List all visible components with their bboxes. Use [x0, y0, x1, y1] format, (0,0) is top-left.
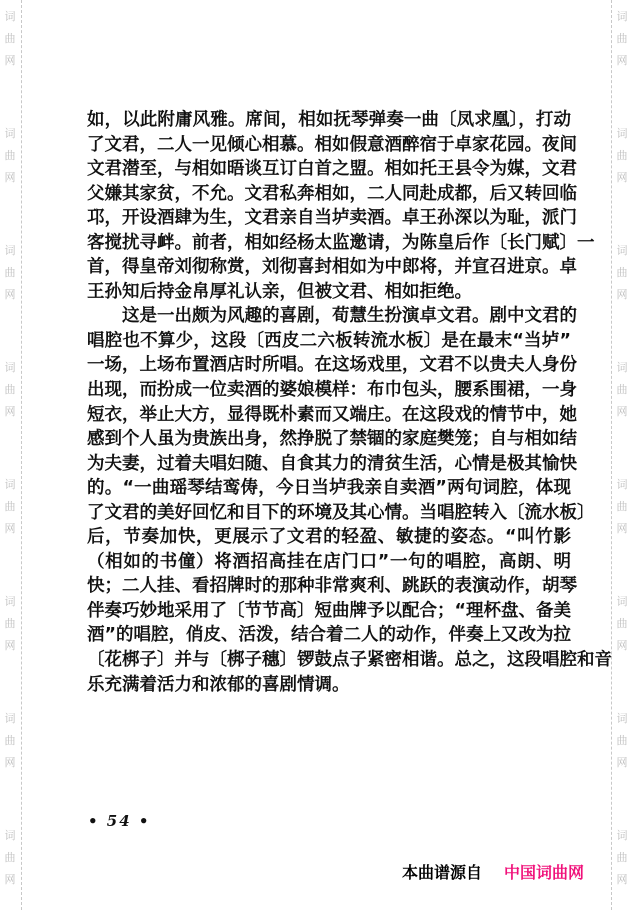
- text-line: 感到个人虽为贵族出身，然挣脱了禁锢的家庭樊笼；自与相如结: [87, 429, 577, 450]
- watermark-char: 曲: [616, 500, 628, 513]
- text-line: 首，得皇帝刘彻称赏，刘彻喜封相如为中郎将，并宣召进京。卓: [87, 257, 577, 278]
- watermark-char: 网: [4, 756, 16, 769]
- watermark-char: 曲: [616, 734, 628, 747]
- watermark-column-right: [614, 0, 630, 910]
- watermark-char: 网: [616, 288, 628, 301]
- text-line: 〔花梆子〕并与〔梆子穗〕锣鼓点子紧密相谐。总之，这段唱腔和音: [87, 650, 612, 671]
- watermark-char: 网: [4, 873, 16, 886]
- watermark-char: 词: [616, 712, 628, 725]
- text-line: 快；二人挂、看招牌时的那种非常爽利、跳跃的表演动作，胡琴: [87, 576, 577, 597]
- text-line: 王孙知后持金帛厚礼认亲，但被文君、相如拒绝。: [87, 281, 472, 302]
- watermark-char: 词: [4, 127, 16, 140]
- watermark-char: 曲: [616, 851, 628, 864]
- text-line: 伴奏巧妙地采用了〔节节高〕短曲牌予以配合；“理杯盘、备美: [87, 600, 571, 621]
- text-line: 如，以此附庸风雅。席间，相如抚琴弹奏一曲〔凤求凰〕，打动: [87, 110, 571, 130]
- watermark-char: 词: [616, 127, 628, 140]
- source-footer: [402, 860, 584, 883]
- text-line: 了文君，二人一见倾心相慕。相如假意酒醉宿于卓家花园。夜间: [87, 134, 577, 155]
- text-line: 文君潜至，与相如晤谈互订白首之盟。相如托王县令为媒，文君: [87, 159, 577, 180]
- text-line: 这是一出颇为风趣的喜剧，荀慧生扮演卓文君。剧中文君的: [122, 306, 577, 327]
- watermark-divider-right: [611, 0, 612, 910]
- watermark-char: 网: [616, 171, 628, 184]
- watermark-char: 网: [616, 639, 628, 652]
- watermark-char: 网: [4, 639, 16, 652]
- watermark-char: 词: [616, 595, 628, 608]
- watermark-char: 网: [616, 756, 628, 769]
- text-line: 了文君的美好回忆和目下的环境及其心情。当唱腔转入〔流水板〕: [87, 502, 595, 523]
- watermark-char: 曲: [616, 617, 628, 630]
- watermark-column-left: [2, 0, 18, 910]
- watermark-char: 曲: [4, 500, 16, 513]
- watermark-char: 曲: [4, 149, 16, 162]
- watermark-char: 词: [4, 712, 16, 725]
- text-line: 邛，开设酒肆为生，文君亲自当垆卖酒。卓王孙深以为耻，派门: [87, 208, 577, 229]
- watermark-char: 网: [616, 54, 628, 67]
- text-line: 为夫妻，过着夫唱妇随、自食其力的清贫生活，心情是极其愉快: [87, 453, 577, 474]
- text-line: 乐充满着活力和浓郁的喜剧情调。: [87, 674, 350, 695]
- source-label: 本曲谱源自: [402, 863, 483, 882]
- watermark-char: 词: [4, 361, 16, 374]
- watermark-char: 网: [4, 522, 16, 535]
- watermark-char: 网: [4, 54, 16, 67]
- article-body: [87, 108, 612, 697]
- text-line: 一场，上场布置酒店时所唱。在这场戏里，文君不以贵夫人身份: [87, 355, 577, 376]
- text-line: 酒”的唱腔，俏皮、活泼，结合着二人的动作，伴奏上又改为拉: [87, 625, 571, 646]
- page-number: • 54 •: [88, 812, 151, 830]
- watermark-char: 词: [616, 478, 628, 491]
- watermark-char: 词: [616, 10, 628, 23]
- watermark-char: 曲: [616, 383, 628, 396]
- watermark-char: 网: [4, 288, 16, 301]
- watermark-char: 网: [4, 171, 16, 184]
- text-line: （相如的书僮）将酒招高挂在店门口”一句的唱腔，高朗、明: [87, 551, 571, 572]
- watermark-char: 词: [4, 595, 16, 608]
- watermark-char: 曲: [4, 266, 16, 279]
- watermark-char: 词: [616, 829, 628, 842]
- watermark-char: 网: [616, 522, 628, 535]
- watermark-char: 曲: [616, 32, 628, 45]
- text-line: 客搅扰寻衅。前者，相如经杨太监邀请，为陈皇后作〔长门赋〕一: [87, 232, 595, 253]
- text-line: 后，节奏加快，更展示了文君的轻盈、敏捷的姿态。“叫竹影: [87, 527, 571, 548]
- watermark-char: 曲: [4, 617, 16, 630]
- watermark-char: 词: [4, 829, 16, 842]
- watermark-char: 曲: [4, 851, 16, 864]
- watermark-char: 词: [4, 244, 16, 257]
- text-line: 父嫌其家贫，不允。文君私奔相如，二人同赴成都，后又转回临: [87, 183, 577, 204]
- text-line: 短衣，举止大方，显得既朴素而又端庄。在这段戏的情节中，她: [87, 404, 577, 425]
- watermark-char: 词: [616, 361, 628, 374]
- watermark-divider-left: [21, 0, 22, 910]
- watermark-char: 词: [4, 478, 16, 491]
- watermark-char: 词: [4, 10, 16, 23]
- watermark-char: 网: [616, 873, 628, 886]
- watermark-char: 网: [4, 405, 16, 418]
- watermark-char: 曲: [4, 32, 16, 45]
- brand-link[interactable]: 中国词曲网: [504, 863, 585, 882]
- watermark-char: 词: [616, 244, 628, 257]
- watermark-char: 曲: [4, 383, 16, 396]
- text-line: 出现，而扮成一位卖酒的婆娘模样：布巾包头，腰系围裙，一身: [87, 380, 577, 401]
- watermark-char: 曲: [616, 266, 628, 279]
- text-line: 唱腔也不算少，这段〔西皮二六板转流水板〕是在最末“当垆”: [87, 330, 571, 351]
- text-line: 的。“一曲瑶琴结鸾俦，今日当垆我亲自卖酒”两句词腔，体现: [87, 478, 571, 499]
- watermark-char: 曲: [616, 149, 628, 162]
- watermark-char: 曲: [4, 734, 16, 747]
- watermark-char: 网: [616, 405, 628, 418]
